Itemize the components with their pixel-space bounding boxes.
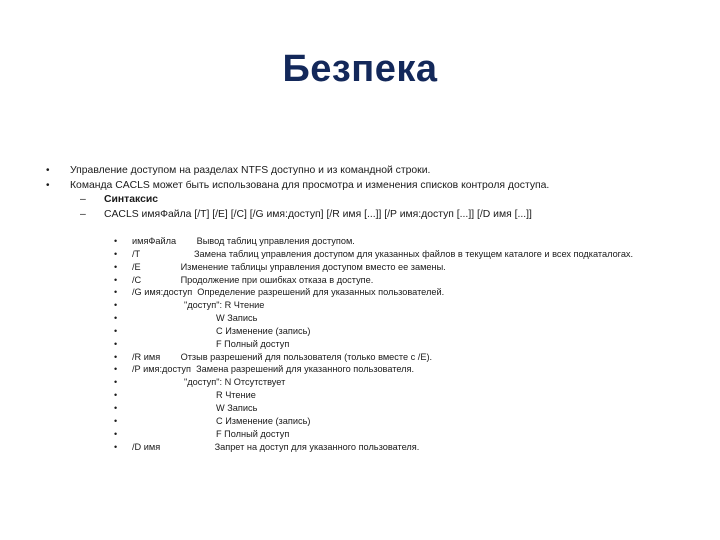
option-item: [114, 312, 659, 325]
bullet-icon: •: [114, 441, 118, 452]
option-item: [114, 441, 659, 454]
options-list: [114, 235, 659, 453]
option-desc: Изменение таблицы управления доступом вместо ее замены.: [180, 261, 446, 272]
dash-icon: –: [80, 208, 86, 220]
option-item: [114, 389, 659, 402]
dash-icon: –: [80, 194, 86, 205]
option-desc: F Полный доступ: [216, 338, 290, 349]
option-desc: "доступ": N Отсутствует: [184, 377, 286, 388]
option-desc: Вывод таблиц управления доступом.: [196, 236, 355, 246]
option-desc: Замена разрешений для указанного пользователя.: [196, 364, 415, 375]
option-desc: Отзыв разрешений для пользователя (только вместе с /E).: [180, 351, 433, 362]
option-key: имяФайла: [132, 236, 177, 246]
option-item: [114, 338, 659, 351]
option-desc: W Запись: [216, 402, 258, 413]
bullet-text: Управление доступом на разделах NTFS доступно и из командной строки.: [70, 165, 431, 176]
option-item: [114, 376, 659, 389]
bullet-icon: •: [114, 377, 118, 388]
bullet-icon: •: [114, 351, 118, 362]
option-desc: R Чтение: [216, 390, 256, 401]
bullet-icon: •: [114, 248, 118, 259]
main-bullet-list: [46, 164, 686, 222]
option-desc: F Полный доступ: [216, 428, 290, 439]
option-desc: C Изменение (запись): [216, 415, 311, 426]
option-item: [114, 286, 659, 299]
option-item: [114, 235, 659, 248]
option-item: [114, 325, 659, 338]
bullet-icon: •: [114, 274, 118, 285]
option-item: [114, 274, 659, 287]
syntax-label: Синтаксис: [104, 194, 159, 205]
bullet-icon: •: [114, 390, 118, 401]
syntax-text: CACLS имяФайла [/T] [/E] [/C] [/G имя:доступ] [/R имя [...]] [/P имя:доступ [...]] [/D имя [...]]: [104, 208, 532, 220]
option-item: [114, 415, 659, 428]
option-key: /E: [132, 261, 141, 272]
bullet-icon: •: [114, 287, 118, 298]
option-desc: Запрет на доступ для указанного пользователя.: [214, 441, 420, 452]
bullet-icon: •: [114, 313, 118, 324]
option-desc: C Изменение (запись): [216, 325, 311, 336]
bullet-icon: •: [46, 179, 50, 191]
bullet-icon: •: [46, 165, 50, 176]
bullet-icon: •: [114, 236, 118, 246]
option-item: [114, 248, 659, 261]
option-key: /C: [132, 274, 142, 285]
sub-bullet-item: [46, 193, 686, 208]
option-key: /T: [132, 248, 141, 259]
option-key: /R имя: [132, 351, 161, 362]
option-desc: "доступ": R Чтение: [184, 300, 265, 311]
bullet-icon: •: [114, 261, 118, 272]
bullet-icon: •: [114, 428, 118, 439]
bullet-item: [46, 164, 686, 179]
option-key: /G имя:доступ: [132, 287, 193, 298]
bullet-icon: •: [114, 300, 118, 311]
option-item: [114, 351, 659, 364]
option-item: [114, 299, 659, 312]
option-desc: W Запись: [216, 313, 258, 324]
option-desc: Продолжение при ошибках отказа в доступе.: [180, 274, 374, 285]
bullet-text: Команда CACLS может быть использована для просмотра и изменения списков контроля доступа.: [70, 179, 550, 191]
option-desc: Определение разрешений для указанных пользователей.: [197, 287, 445, 298]
slide-title: Безпека: [282, 48, 438, 90]
bullet-icon: •: [114, 402, 118, 413]
option-item: [114, 428, 659, 441]
sub-bullet-item: [46, 208, 686, 223]
option-item: [114, 261, 659, 274]
option-key: /D имя: [132, 441, 161, 452]
option-item: [114, 402, 659, 415]
bullet-icon: •: [114, 415, 118, 426]
option-item: [114, 363, 659, 376]
bullet-icon: •: [114, 325, 118, 336]
bullet-item: [46, 179, 686, 194]
option-desc: Замена таблиц управления доступом для указанных файлов в текущем каталоге и всех подкаталогах.: [194, 248, 634, 259]
bullet-icon: •: [114, 338, 118, 349]
option-key: /P имя:доступ: [132, 364, 191, 375]
bullet-icon: •: [114, 364, 118, 375]
